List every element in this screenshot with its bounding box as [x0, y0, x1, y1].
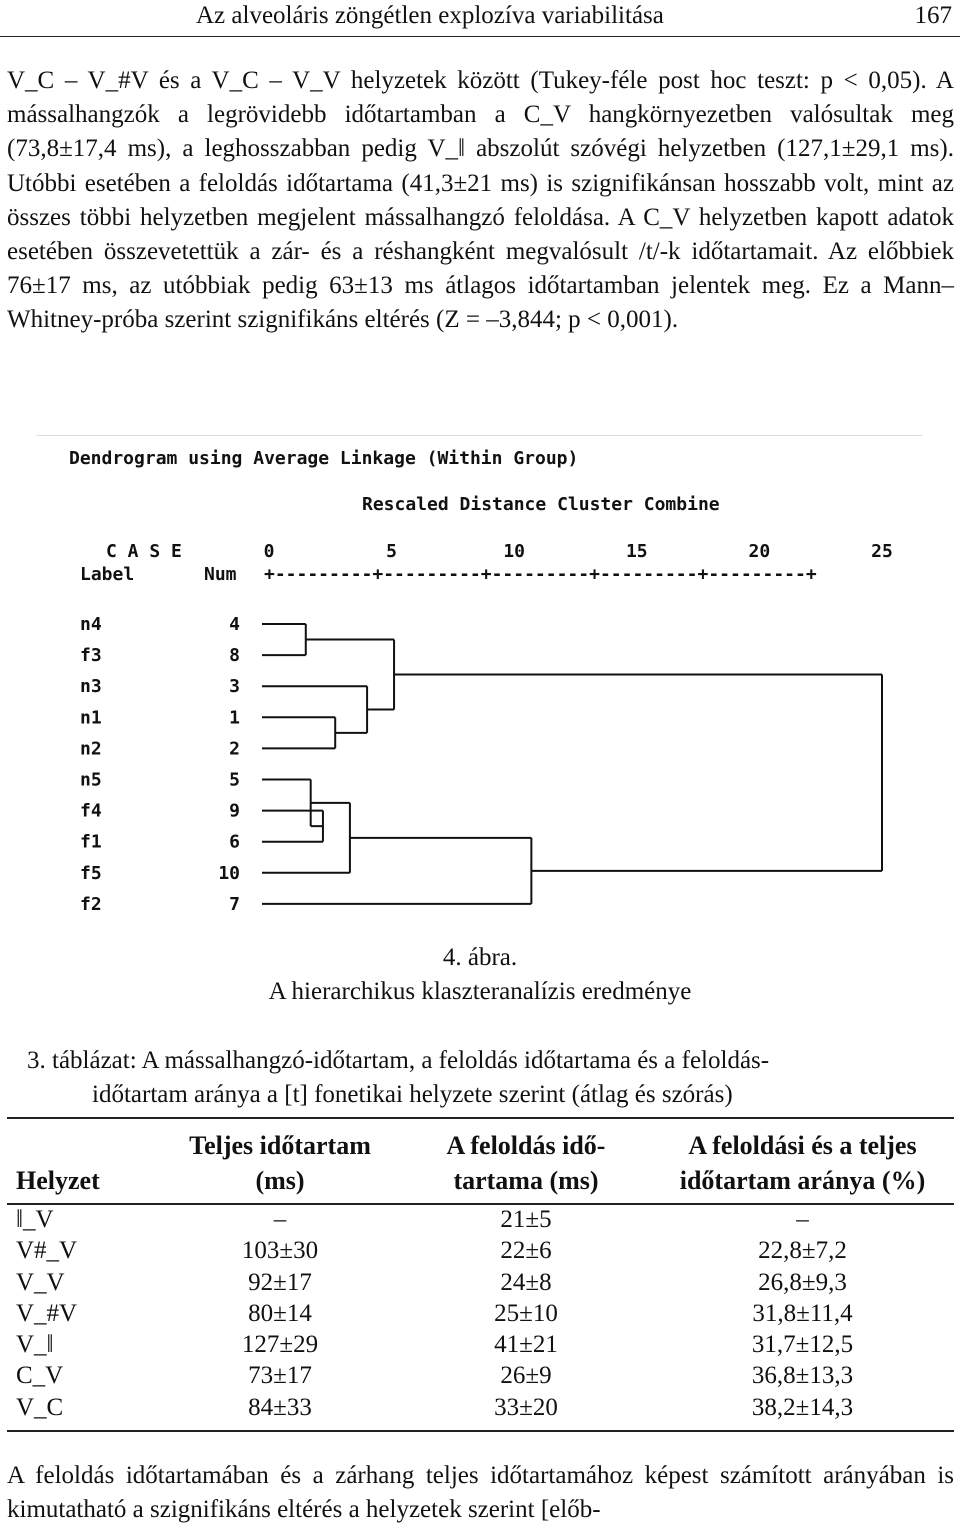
leaf-label: n2 — [80, 738, 102, 760]
x-tick-label: 10 — [503, 541, 526, 562]
cell-arany: 31,7±12,5 — [751, 1331, 854, 1358]
body-paragraph-top — [7, 64, 954, 338]
dendrogram-plot — [0, 440, 960, 930]
scale-line: +---------+---------+---------+---------+---------+ — [264, 564, 817, 585]
cell-helyzet: V_#V — [16, 1300, 78, 1327]
cell-feloldas: 21±5 — [500, 1206, 552, 1233]
cell-teljes: 80±14 — [248, 1300, 312, 1327]
cell-helyzet: V_ǁ — [16, 1331, 54, 1358]
dendrogram-subtitle: Rescaled Distance Cluster Combine — [362, 494, 720, 515]
leaf-number: 8 — [229, 645, 240, 667]
cell-arany: 26,8±9,3 — [758, 1269, 847, 1296]
cell-arany: 38,2±14,3 — [751, 1394, 854, 1421]
leaf-label: f4 — [80, 800, 102, 822]
cell-teljes: 84±33 — [248, 1394, 312, 1421]
cell-arany: 31,8±11,4 — [752, 1300, 853, 1327]
header-teljes-l2: (ms) — [255, 1166, 305, 1195]
case-label: C A S E — [106, 541, 182, 562]
leaf-number: 6 — [229, 831, 240, 853]
label-column-header: Label — [80, 564, 135, 585]
leaf-label: f1 — [80, 831, 102, 853]
cell-feloldas: 24±8 — [500, 1269, 552, 1296]
x-tick-label: 15 — [625, 541, 648, 562]
leaf-number: 9 — [229, 800, 240, 822]
cell-feloldas: 41±21 — [494, 1331, 558, 1358]
cell-teljes: 103±30 — [241, 1237, 319, 1264]
figure-top-rule — [36, 435, 922, 436]
header-teljes-l1: Teljes időtartam — [189, 1131, 371, 1160]
leaf-number: 7 — [229, 893, 240, 915]
leaf-number: 3 — [229, 676, 240, 698]
dendrogram-figure — [0, 440, 960, 930]
cell-feloldas: 22±6 — [500, 1237, 552, 1264]
cell-arany: 36,8±13,3 — [751, 1362, 854, 1389]
body-paragraph-bottom — [7, 1459, 954, 1527]
leaf-number: 1 — [229, 707, 240, 729]
cell-helyzet: V_C — [16, 1394, 64, 1421]
x-tick-label: 20 — [748, 541, 771, 562]
page-header — [0, 0, 960, 37]
leaf-number: 10 — [218, 862, 240, 884]
dendrogram-title: Dendrogram using Average Linkage (Within Group) — [69, 448, 579, 469]
figure-number: 4. ábra. — [442, 944, 518, 971]
cell-arany: – — [796, 1206, 809, 1233]
cell-feloldas: 25±10 — [494, 1300, 558, 1327]
table-caption-line1: 3. táblázat: A mássalhangzó-időtartam, a feloldás időtartama és a feloldás- — [27, 1047, 770, 1074]
leaf-label: n3 — [80, 676, 102, 698]
header-helyzet: Helyzet — [16, 1166, 100, 1195]
leaf-number: 4 — [229, 614, 240, 635]
header-feloldas-l1: A feloldás idő- — [446, 1131, 606, 1160]
leaf-label: f2 — [80, 893, 102, 915]
leaf-label: n5 — [80, 769, 102, 791]
cell-teljes: 127±29 — [241, 1331, 319, 1358]
page-number: 167 — [914, 2, 952, 29]
num-column-header: Num — [204, 564, 237, 585]
running-title: Az alveoláris zöngétlen explozíva variabilitása — [196, 2, 664, 29]
header-arany-l2: időtartam aránya (%) — [679, 1166, 926, 1195]
x-tick-label: 0 — [263, 541, 275, 562]
cell-helyzet: V#_V — [16, 1237, 78, 1264]
cell-helyzet: ǁ_V — [16, 1206, 54, 1233]
x-tick-label: 5 — [386, 541, 398, 562]
cell-teljes: 73±17 — [248, 1362, 312, 1389]
table-caption-line2: időtartam aránya a [t] fonetikai helyzete szerint (átlag és szórás) — [92, 1081, 733, 1108]
cell-arany: 22,8±7,2 — [758, 1237, 847, 1264]
cell-helyzet: C_V — [16, 1362, 64, 1389]
table-top-rule — [7, 1117, 954, 1119]
leaf-label: f5 — [80, 862, 102, 884]
figure-caption: A hierarchikus klaszteranalízis eredménye — [268, 978, 692, 1005]
leaf-label: f3 — [80, 645, 102, 667]
leaf-number: 5 — [229, 769, 240, 791]
paragraph-text: A feloldás időtartamában és a zárhang teljes időtartamához képest számított arányában is kimutatható a szignifikáns eltérés a helyzetek szerint [előb- — [7, 1462, 954, 1524]
table-bottom-rule — [7, 1430, 954, 1432]
cell-teljes: – — [273, 1206, 287, 1233]
leaf-label: n4 — [80, 614, 102, 635]
paragraph-text: V_C – V_#V és a V_C – V_V helyzetek között (Tukey-féle post hoc teszt: p < 0,05). A mássalhangzók a legrövidebb időtartamban a C_V hangkörnyezetben valósultak meg (73,8±17,4 ms), a leghosszabban pedig V_ǁ abszolút szóvégi helyzetben (127,1±29,1 ms). Utóbbi esetében a feloldás időtartama (41,3±21 ms) is szignifikánsan hosszabb volt, mint az összes többi helyzetben megjelent mássalhangzó feloldása. A C_V helyzetben kapott adatok esetében összevetettük a zár- és a réshangként megvalósult /t/-k időtartamait. Az előbbiek 76±17 ms, az utóbbiak pedig 63±13 ms átlagos időtartamban jelentek meg. Ez a Mann–Whitney-próba szerint szignifikáns eltérés (Z = –3,844; p < 0,001). — [7, 67, 954, 334]
leaf-label: n1 — [80, 707, 102, 729]
leaf-number: 2 — [229, 738, 240, 760]
header-arany-l1: A feloldási és a teljes — [688, 1131, 917, 1160]
cell-helyzet: V_V — [16, 1269, 65, 1296]
cell-feloldas: 33±20 — [494, 1394, 558, 1421]
cell-feloldas: 26±9 — [500, 1362, 552, 1389]
cell-teljes: 92±17 — [248, 1269, 312, 1296]
x-tick-label: 25 — [871, 541, 893, 562]
header-feloldas-l2: tartama (ms) — [453, 1166, 599, 1195]
